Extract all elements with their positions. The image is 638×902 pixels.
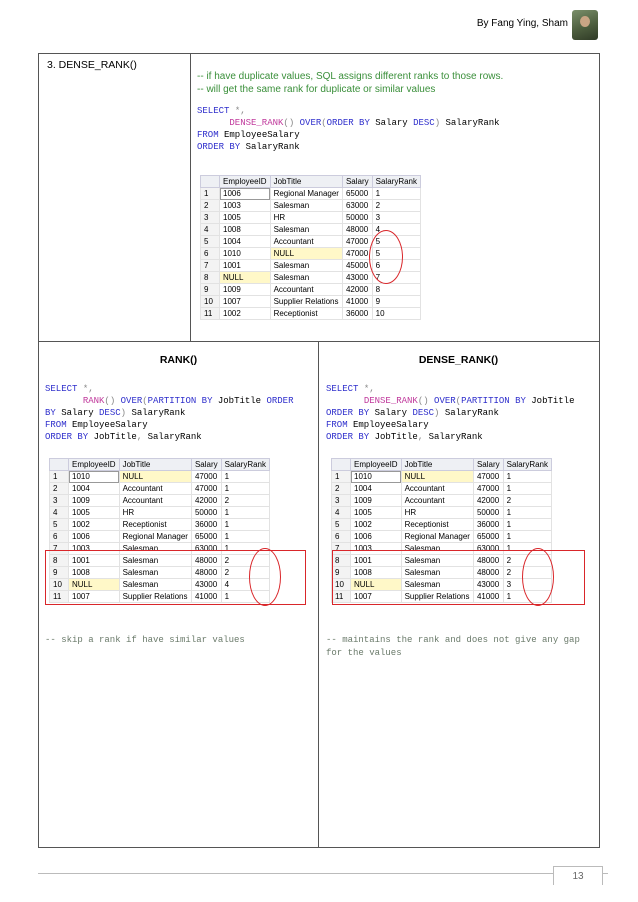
- dense-rank-highlight-oval: [522, 548, 554, 606]
- table-row: [332, 519, 552, 531]
- table-cell: 5: [372, 248, 420, 260]
- table-cell: 1: [503, 531, 551, 543]
- table-cell: Salesman: [401, 579, 473, 591]
- column-header: JobTitle: [401, 459, 473, 471]
- table-row: [50, 483, 270, 495]
- row-number: 6: [201, 248, 220, 260]
- table-cell: 36000: [473, 519, 503, 531]
- table-cell: 50000: [191, 507, 221, 519]
- table-cell: Salesman: [270, 200, 342, 212]
- table-cell: 1: [372, 188, 420, 200]
- table-cell: 1010: [220, 248, 271, 260]
- row-number: 3: [201, 212, 220, 224]
- table-cell: 1: [503, 471, 551, 483]
- table-cell: NULL: [351, 579, 402, 591]
- table-cell: 36000: [342, 308, 372, 320]
- table-cell: HR: [401, 507, 473, 519]
- grid-header-row: [201, 176, 421, 188]
- dense-rank-heading: DENSE_RANK(): [418, 354, 499, 366]
- row-number: 11: [201, 308, 220, 320]
- table-cell: 63000: [473, 543, 503, 555]
- table-cell: 5: [372, 236, 420, 248]
- table-cell: Salesman: [119, 579, 191, 591]
- table-cell: 63000: [342, 200, 372, 212]
- table-cell: 41000: [191, 591, 221, 603]
- column-header: Salary: [191, 459, 221, 471]
- table-cell: 1010: [69, 471, 120, 483]
- table-cell: Salesman: [270, 272, 342, 284]
- row-number: 10: [201, 296, 220, 308]
- table-cell: Salesman: [401, 567, 473, 579]
- table-cell: NULL: [401, 471, 473, 483]
- sql-rank-query: SELECT *, RANK() OVER(PARTITION BY JobTitle ORDER BY Salary DESC) SalaryRank FROM EmployeeSalary ORDER BY JobTitle, SalaryRank: [45, 384, 294, 442]
- table-cell: 2: [221, 555, 269, 567]
- row-number: 5: [201, 236, 220, 248]
- row-number: 1: [50, 471, 69, 483]
- table-cell: 1010: [351, 471, 402, 483]
- table-cell: 41000: [342, 296, 372, 308]
- table-cell: 1: [503, 543, 551, 555]
- table-cell: 1: [221, 543, 269, 555]
- table-row: [50, 495, 270, 507]
- table-cell: 1006: [220, 188, 271, 200]
- table-cell: Supplier Relations: [270, 296, 342, 308]
- table-cell: 48000: [473, 555, 503, 567]
- table-row: [201, 308, 421, 320]
- table-cell: Accountant: [119, 483, 191, 495]
- table-cell: Salesman: [119, 567, 191, 579]
- row-number: 10: [50, 579, 69, 591]
- table-row: [332, 507, 552, 519]
- content-table: [38, 53, 600, 848]
- table-cell: 65000: [191, 531, 221, 543]
- table-cell: 1: [221, 471, 269, 483]
- table-cell: 6: [372, 260, 420, 272]
- table-cell: 1007: [69, 591, 120, 603]
- column-header: EmployeeID: [69, 459, 120, 471]
- table-cell: Salesman: [119, 555, 191, 567]
- table-cell: 50000: [473, 507, 503, 519]
- table-cell: 47000: [191, 483, 221, 495]
- table-cell: NULL: [69, 579, 120, 591]
- table-row: [332, 471, 552, 483]
- table-cell: 42000: [473, 495, 503, 507]
- table-cell: 1001: [220, 260, 271, 272]
- table-cell: 47000: [473, 483, 503, 495]
- column-header: [201, 176, 220, 188]
- table-cell: 7: [372, 272, 420, 284]
- row-number: 7: [332, 543, 351, 555]
- table-cell: Accountant: [401, 483, 473, 495]
- row-number: 4: [201, 224, 220, 236]
- table-row: [50, 471, 270, 483]
- column-header: JobTitle: [270, 176, 342, 188]
- dense-rank-section: [39, 54, 599, 342]
- table-cell: Receptionist: [119, 519, 191, 531]
- table-cell: 1008: [351, 567, 402, 579]
- table-cell: 9: [372, 296, 420, 308]
- column-header: EmployeeID: [351, 459, 402, 471]
- row-number: 2: [332, 483, 351, 495]
- table-row: [332, 495, 552, 507]
- table-cell: 63000: [191, 543, 221, 555]
- table-cell: 42000: [342, 284, 372, 296]
- table-row: [201, 284, 421, 296]
- table-cell: Salesman: [401, 555, 473, 567]
- section-title: 3. DENSE_RANK(): [47, 59, 137, 71]
- table-cell: 2: [503, 567, 551, 579]
- table-cell: 1009: [69, 495, 120, 507]
- table-cell: Receptionist: [401, 519, 473, 531]
- table-cell: 1: [503, 507, 551, 519]
- table-cell: 2: [372, 200, 420, 212]
- table-cell: NULL: [119, 471, 191, 483]
- table-cell: 47000: [473, 471, 503, 483]
- table-cell: 1: [503, 519, 551, 531]
- table-cell: 48000: [191, 555, 221, 567]
- table-cell: 43000: [342, 272, 372, 284]
- dense-rank-note-2: for the values: [326, 648, 402, 658]
- row-number: 1: [201, 188, 220, 200]
- row-number: 6: [332, 531, 351, 543]
- table-cell: Accountant: [270, 284, 342, 296]
- table-cell: 1001: [69, 555, 120, 567]
- table-cell: 42000: [191, 495, 221, 507]
- table-cell: Salesman: [401, 543, 473, 555]
- column-header: [332, 459, 351, 471]
- table-cell: Salesman: [119, 543, 191, 555]
- table-cell: 3: [503, 579, 551, 591]
- table-cell: 48000: [473, 567, 503, 579]
- table-cell: 47000: [342, 236, 372, 248]
- row-number: 4: [50, 507, 69, 519]
- row-number: 6: [50, 531, 69, 543]
- table-cell: 1: [221, 531, 269, 543]
- table-cell: Accountant: [119, 495, 191, 507]
- table-cell: 1002: [351, 519, 402, 531]
- row-number: 7: [201, 260, 220, 272]
- table-row: [332, 483, 552, 495]
- table-cell: 1005: [351, 507, 402, 519]
- table-cell: 47000: [342, 248, 372, 260]
- table-cell: 8: [372, 284, 420, 296]
- row-number: 9: [201, 284, 220, 296]
- table-cell: 1007: [351, 591, 402, 603]
- author-photo: [572, 10, 598, 40]
- row-number: 10: [332, 579, 351, 591]
- table-cell: Supplier Relations: [401, 591, 473, 603]
- comment-line-2: -- will get the same rank for duplicate or similar values: [197, 84, 436, 95]
- table-cell: 1008: [220, 224, 271, 236]
- row-number: 1: [332, 471, 351, 483]
- grid-header-row: [332, 459, 552, 471]
- column-header: EmployeeID: [220, 176, 271, 188]
- table-cell: 1: [503, 591, 551, 603]
- table-cell: 1: [503, 483, 551, 495]
- row-number: 8: [201, 272, 220, 284]
- row-number: 8: [332, 555, 351, 567]
- table-cell: Salesman: [270, 224, 342, 236]
- column-header: SalaryRank: [221, 459, 269, 471]
- column-header: SalaryRank: [372, 176, 420, 188]
- table-cell: Regional Manager: [401, 531, 473, 543]
- table-cell: 36000: [191, 519, 221, 531]
- table-cell: 1006: [69, 531, 120, 543]
- column-header: Salary: [473, 459, 503, 471]
- rank-highlight-oval: [249, 548, 281, 606]
- table-cell: 1007: [220, 296, 271, 308]
- table-cell: 48000: [342, 224, 372, 236]
- table-row: [201, 212, 421, 224]
- row-number: 5: [332, 519, 351, 531]
- row-number: 9: [50, 567, 69, 579]
- table-cell: 1002: [220, 308, 271, 320]
- table-cell: NULL: [220, 272, 271, 284]
- row-number: 3: [50, 495, 69, 507]
- table-cell: 43000: [473, 579, 503, 591]
- table-cell: Regional Manager: [119, 531, 191, 543]
- table-cell: 2: [503, 495, 551, 507]
- table-row: [201, 296, 421, 308]
- table-cell: Receptionist: [270, 308, 342, 320]
- table-cell: 1005: [220, 212, 271, 224]
- table-cell: 10: [372, 308, 420, 320]
- row-number: 7: [50, 543, 69, 555]
- table-cell: 1001: [351, 555, 402, 567]
- table-cell: 1: [221, 591, 269, 603]
- table-cell: 1: [221, 483, 269, 495]
- table-cell: HR: [270, 212, 342, 224]
- author-header: By Fang Ying, Sham: [476, 18, 568, 29]
- table-row: [201, 188, 421, 200]
- table-cell: 47000: [191, 471, 221, 483]
- table-cell: 1: [221, 519, 269, 531]
- table-cell: 1003: [351, 543, 402, 555]
- table-cell: Supplier Relations: [119, 591, 191, 603]
- rank-heading: RANK(): [159, 354, 198, 366]
- column-header: JobTitle: [119, 459, 191, 471]
- table-cell: 1009: [351, 495, 402, 507]
- table-cell: 4: [221, 579, 269, 591]
- table-cell: 1003: [220, 200, 271, 212]
- table-cell: 1002: [69, 519, 120, 531]
- table-cell: 1006: [351, 531, 402, 543]
- page-number: 13: [553, 866, 603, 885]
- table-cell: 65000: [473, 531, 503, 543]
- row-number: 4: [332, 507, 351, 519]
- table-cell: 2: [221, 495, 269, 507]
- table-cell: 1004: [69, 483, 120, 495]
- row-number: 11: [332, 591, 351, 603]
- column-header: [50, 459, 69, 471]
- row-number: 2: [201, 200, 220, 212]
- sql-dense-rank-query: SELECT *, DENSE_RANK() OVER(ORDER BY Salary DESC) SalaryRank FROM EmployeeSalary ORDER BY SalaryRank: [197, 106, 500, 152]
- row-number: 11: [50, 591, 69, 603]
- comment-line-1: -- if have duplicate values, SQL assigns different ranks to those rows.: [197, 71, 504, 82]
- row-number: 9: [332, 567, 351, 579]
- row-number: 8: [50, 555, 69, 567]
- table-cell: 45000: [342, 260, 372, 272]
- row-number: 3: [332, 495, 351, 507]
- table-cell: 1004: [351, 483, 402, 495]
- rank-note: -- skip a rank if have similar values: [45, 635, 245, 645]
- table-cell: 48000: [191, 567, 221, 579]
- table-cell: Accountant: [270, 236, 342, 248]
- row-number: 2: [50, 483, 69, 495]
- table-cell: 2: [503, 555, 551, 567]
- table-row: [50, 507, 270, 519]
- column-header: Salary: [342, 176, 372, 188]
- table-cell: 1005: [69, 507, 120, 519]
- table-cell: 4: [372, 224, 420, 236]
- dense-rank-note-1: -- maintains the rank and does not give any gap: [326, 635, 580, 645]
- table-cell: NULL: [270, 248, 342, 260]
- sql-dense-rank-partition-query: SELECT *, DENSE_RANK() OVER(PARTITION BY JobTitle ORDER BY Salary DESC) SalaryRank FROM EmployeeSalary ORDER BY JobTitle, SalaryRank: [326, 384, 575, 442]
- table-cell: HR: [119, 507, 191, 519]
- table-cell: 65000: [342, 188, 372, 200]
- table-cell: Accountant: [401, 495, 473, 507]
- highlight-oval: [369, 230, 403, 284]
- table-cell: 1: [221, 507, 269, 519]
- grid-header-row: [50, 459, 270, 471]
- table-row: [201, 200, 421, 212]
- column-header: SalaryRank: [503, 459, 551, 471]
- table-row: [50, 519, 270, 531]
- table-cell: 50000: [342, 212, 372, 224]
- table-cell: 1009: [220, 284, 271, 296]
- row-number: 5: [50, 519, 69, 531]
- table-cell: 41000: [473, 591, 503, 603]
- table-cell: 1004: [220, 236, 271, 248]
- table-cell: 1003: [69, 543, 120, 555]
- table-cell: 1008: [69, 567, 120, 579]
- table-cell: 43000: [191, 579, 221, 591]
- table-cell: Salesman: [270, 260, 342, 272]
- table-row: [332, 531, 552, 543]
- table-cell: 3: [372, 212, 420, 224]
- table-cell: Regional Manager: [270, 188, 342, 200]
- table-cell: 2: [221, 567, 269, 579]
- table-row: [50, 531, 270, 543]
